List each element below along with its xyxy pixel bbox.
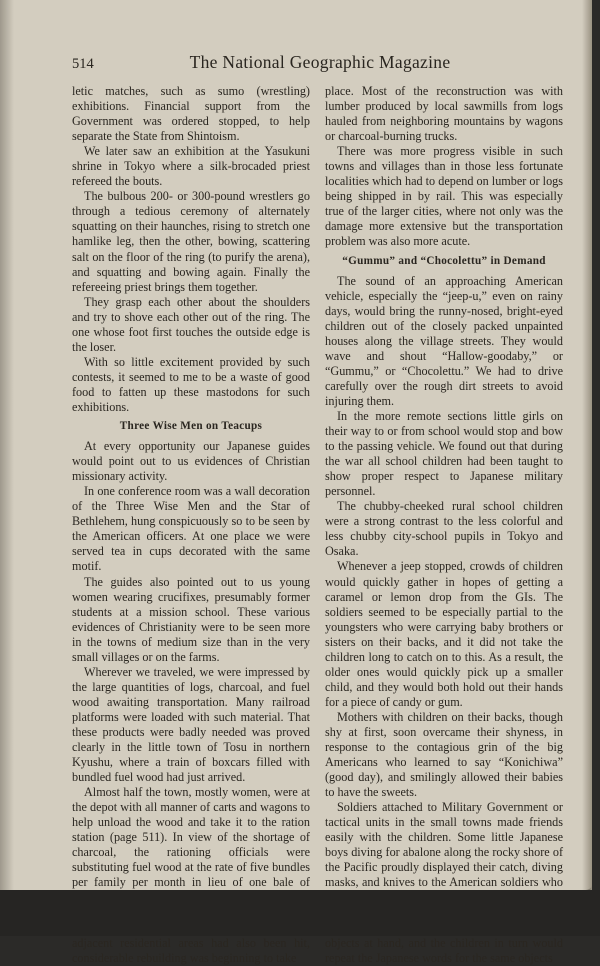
left-column	[72, 84, 310, 966]
paragraph: In one conference room was a wall decoration of the Three Wise Men and the Star of Bethlehem, hung conspicuously so to be seen by the American officers. At one place we were served tea in cups decorated with the same motif.	[72, 484, 310, 574]
page-header	[72, 52, 568, 78]
scan-background	[0, 890, 600, 936]
paragraph: adjacent residential areas had also been hit, considerable rebuilding was beginning to take	[72, 935, 310, 965]
paragraph: At every opportunity our Japanese guides would point out to us evidences of Christian missionary activity.	[72, 439, 310, 484]
paragraph: letic matches, such as sumo (wrestling) exhibitions. Financial support from the Government was ordered stopped, to help separate the State from Shintoism.	[72, 84, 310, 144]
paragraph: The guides also pointed out to us young women wearing crucifixes, presumably former students at a mission school. These various evidences of Christianity were to be seen more in the towns of medium size than in the very small villages or on the farms.	[72, 574, 310, 664]
section-heading: Three Wise Men on Teacups	[119, 420, 263, 433]
paragraph: The chubby-cheeked rural school children were a strong contrast to the less colorful and less chubby city-school pupils in Tokyo and Osaka.	[325, 499, 563, 559]
paragraph: The sound of an approaching American vehicle, especially the “jeep-u,” even on rainy days, would bring the runny-nosed, bright-eyed children out of the closely packed unpainted houses along the village streets. They would wave and shout “Hallow-goodaby,” or “Gummu,” or “Chocolettu.” We had to drive carefully over the rough dirt streets to avoid injuring them.	[325, 273, 563, 408]
paragraph: Mothers with children on their backs, though shy at first, soon overcame their shyness, in response to the contagious grin of the big Americans who learned to say “Konichiwa” (good day), and smilingly allowed their babies to have the sweets.	[325, 709, 563, 800]
binding-shadow	[0, 0, 14, 890]
paragraph: objects at hand, and the children in turn would repeat the Japanese words for the same objects	[325, 935, 563, 965]
paragraph: Almost half the town, mostly women, were at the depot with all manner of carts and wagons to help unload the wood and take it to the ration station (page 511). In view of the shortage of charcoal, the rationing officials were substituting fuel wood at the rate of five bundles per family per month in lieu of one bale of	[72, 785, 310, 890]
paragraph: Wherever we traveled, we were impressed by the large quantities of logs, charcoal, and fuel wood awaiting transportation. Many railroad platforms were loaded with such material. That these products were badly needed was proved clearly in the little town of Tosu in northern Kyushu, where a train of boxcars filled with bundled fuel wood had just arrived.	[72, 664, 310, 785]
page-edge	[582, 0, 592, 890]
section-heading: “Gummu” and “Chocolettu” in Demand	[342, 254, 546, 267]
paragraph: There was more progress visible in such towns and villages than in those less fortunate localities which had to depend on lumber or logs being shipped in by rail. This was especially true of the larger cities, where not only was the damage more extensive but the transportation problem was also more acute.	[325, 144, 563, 249]
right-column	[325, 84, 563, 966]
paragraph: Whenever a jeep stopped, crowds of children would quickly gather in hopes of getting a caramel or lemon drop from the GIs. The soldiers seemed to be especially partial to the youngsters who were carrying baby brothers or sisters on their backs, and it did not take the children long to catch on to this. As a result, the older ones would quickly pick up a smaller child, and they would both hold out their hands for a piece of candy or gum.	[325, 559, 563, 709]
paragraph: In the more remote sections little girls on their way to or from school would stop and bow to the passing vehicle. We found out that during the war all school children had been taught to show proper respect to Japanese military personnel.	[325, 408, 563, 499]
paragraph: With so little excitement provided by such contests, it seemed to me to be a waste of good food to fatten up these mastodons for such exhibitions.	[72, 354, 310, 414]
paragraph: place. Most of the reconstruction was with lumber produced by local sawmills from logs hauled from neighboring mountains by wagons or charcoal-burning trucks.	[325, 84, 563, 144]
paragraph: Soldiers attached to Military Government or tactical units in the small towns made friends easily with the children. Some little Japanese boys diving for abalone along the rocky shore of the Pacific proudly displayed their catch, diving masks, and knives to the American soldiers who	[325, 800, 563, 890]
paragraph: We later saw an exhibition at the Yasukuni shrine in Tokyo where a silk-brocaded priest refereed the bouts.	[72, 144, 310, 189]
paragraph: The bulbous 200- or 300-pound wrestlers go through a tedious ceremony of alternately squatting on their haunches, rising to stretch one hamlike leg, then the other, bowing, scattering salt on the floor of the ring (to purify the arena), and squatting and bowing again. Finally the refereeing priest brings them together.	[72, 189, 310, 294]
page-number: 514	[72, 56, 94, 72]
running-head: The National Geographic Magazine	[189, 52, 451, 72]
paragraph: They grasp each other about the shoulders and try to shove each other out of the ring. The one whose foot first touches the outside edge is the loser.	[72, 294, 310, 354]
